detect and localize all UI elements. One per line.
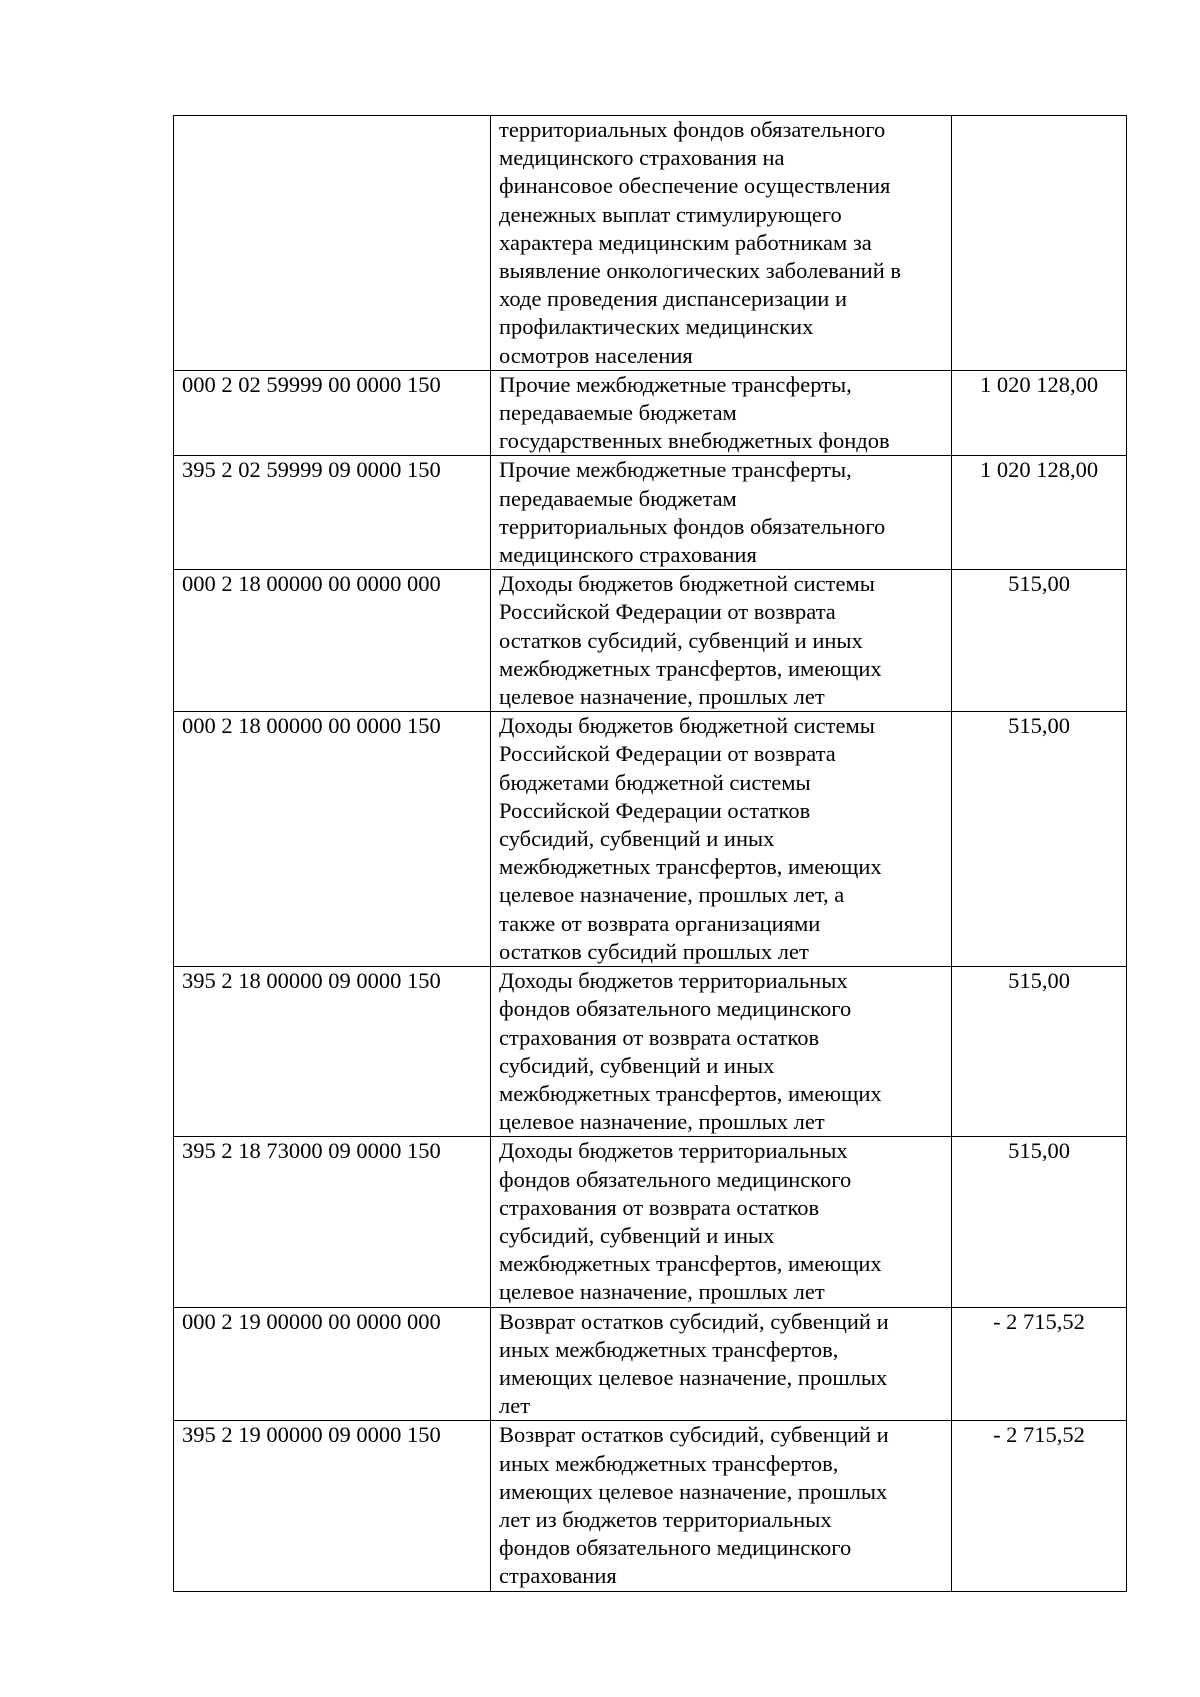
table-row (174, 1307, 1127, 1421)
revenue-name-line: выявление онкологических заболеваний в (499, 258, 901, 284)
amount-cell: - 2 715,52 (952, 1421, 1127, 1591)
budget-code-cell: 395 2 18 00000 09 0000 150 (174, 967, 491, 1137)
revenue-name-line: фондов обязательного медицинского (499, 996, 852, 1022)
revenue-name-line: бюджетами бюджетной системы (499, 769, 811, 795)
revenue-name-line: передаваемые бюджетам (499, 400, 737, 426)
revenue-name-line: Возврат остатков субсидий, субвенций и (499, 1422, 889, 1448)
revenue-name-line: Возврат остатков субсидий, субвенций и (499, 1308, 889, 1334)
table-row (174, 1137, 1127, 1307)
table-row (174, 116, 1127, 371)
amount-cell: - 2 715,52 (952, 1307, 1127, 1421)
revenue-name-cell (491, 1307, 952, 1421)
revenue-name-line: межбюджетных трансфертов, имеющих (499, 655, 882, 681)
revenue-name-line: медицинского страхования (499, 542, 757, 568)
revenue-name-line: Доходы бюджетов бюджетной системы (499, 571, 875, 597)
revenue-name-line: передаваемые бюджетам (499, 485, 737, 511)
revenue-name-line: страхования от возврата остатков (499, 1194, 820, 1220)
budget-code-cell: 395 2 02 59999 09 0000 150 (174, 456, 491, 570)
revenue-name-line: страхования от возврата остатков (499, 1024, 820, 1050)
revenue-name-line: имеющих целевое назначение, прошлых (499, 1478, 888, 1504)
amount-cell (952, 116, 1127, 371)
revenue-name-line: Доходы бюджетов бюджетной системы (499, 713, 875, 739)
revenue-name-line: субсидий, субвенций и иных (499, 826, 775, 852)
revenue-name-line: также от возврата организациями (499, 910, 821, 936)
budget-code-cell: 000 2 18 00000 00 0000 150 (174, 712, 491, 967)
revenue-name-cell (491, 570, 952, 712)
budget-code-cell: 000 2 19 00000 00 0000 000 (174, 1307, 491, 1421)
revenue-name-line: иных межбюджетных трансфертов, (499, 1336, 839, 1362)
revenue-name-line: субсидий, субвенций и иных (499, 1052, 775, 1078)
revenue-name-cell (491, 1421, 952, 1591)
revenue-name-line: целевое назначение, прошлых лет (499, 1109, 825, 1135)
amount-cell: 1 020 128,00 (952, 370, 1127, 456)
revenue-name-line: иных межбюджетных трансфертов, (499, 1450, 839, 1476)
revenue-name-line: межбюджетных трансфертов, имеющих (499, 1080, 882, 1106)
revenue-name-line: ходе проведения диспансеризации и (499, 286, 848, 312)
revenue-name-cell (491, 370, 952, 456)
revenue-name-line: лет из бюджетов территориальных (499, 1506, 832, 1532)
revenue-name-line: межбюджетных трансфертов, имеющих (499, 1251, 882, 1277)
table-row (174, 712, 1127, 967)
budget-revenue-table (173, 115, 1127, 1592)
revenue-name-line: лет (499, 1393, 531, 1419)
table-row (174, 456, 1127, 570)
revenue-name-line: Доходы бюджетов территориальных (499, 1138, 848, 1164)
revenue-name-cell (491, 456, 952, 570)
budget-code-cell: 000 2 18 00000 00 0000 000 (174, 570, 491, 712)
revenue-name-line: Российской Федерации от возврата (499, 741, 836, 767)
revenue-name-line: остатков субсидий, субвенций и иных (499, 627, 863, 653)
amount-cell: 515,00 (952, 570, 1127, 712)
revenue-name-line: финансовое обеспечение осуществления (499, 173, 891, 199)
amount-cell: 1 020 128,00 (952, 456, 1127, 570)
amount-cell: 515,00 (952, 712, 1127, 967)
revenue-name-line: денежных выплат стимулирующего (499, 201, 842, 227)
revenue-name-line: медицинского страхования на (499, 145, 785, 171)
revenue-name-cell (491, 116, 952, 371)
table-row (174, 370, 1127, 456)
budget-code-cell (174, 116, 491, 371)
revenue-name-line: целевое назначение, прошлых лет (499, 1279, 825, 1305)
table-row (174, 1421, 1127, 1591)
table-body (174, 116, 1127, 1592)
revenue-name-line: Российской Федерации от возврата (499, 599, 836, 625)
budget-code-cell: 395 2 19 00000 09 0000 150 (174, 1421, 491, 1591)
revenue-name-line: фондов обязательного медицинского (499, 1166, 852, 1192)
revenue-name-line: фондов обязательного медицинского (499, 1535, 852, 1561)
amount-cell: 515,00 (952, 967, 1127, 1137)
revenue-name-line: государственных внебюджетных фондов (499, 428, 890, 454)
revenue-name-cell (491, 1137, 952, 1307)
revenue-name-line: территориальных фондов обязательного (499, 513, 886, 539)
revenue-name-cell (491, 967, 952, 1137)
revenue-name-line: территориальных фондов обязательного (499, 117, 886, 142)
revenue-name-line: характера медицинским работникам за (499, 229, 872, 255)
revenue-name-line: Прочие межбюджетные трансферты, (499, 457, 852, 483)
revenue-name-line: Доходы бюджетов территориальных (499, 968, 848, 994)
revenue-name-line: Прочие межбюджетные трансферты, (499, 371, 852, 397)
revenue-name-line: субсидий, субвенций и иных (499, 1222, 775, 1248)
revenue-name-line: имеющих целевое назначение, прошлых (499, 1364, 888, 1390)
revenue-name-line: Российской Федерации остатков (499, 797, 811, 823)
amount-cell: 515,00 (952, 1137, 1127, 1307)
table-row (174, 967, 1127, 1137)
revenue-name-line: осмотров населения (499, 342, 693, 368)
revenue-name-line: целевое назначение, прошлых лет, а (499, 882, 845, 908)
revenue-name-cell (491, 712, 952, 967)
revenue-name-line: страхования (499, 1563, 617, 1589)
revenue-name-line: остатков субсидий прошлых лет (499, 938, 809, 964)
budget-code-cell: 000 2 02 59999 00 0000 150 (174, 370, 491, 456)
revenue-name-line: межбюджетных трансфертов, имеющих (499, 854, 882, 880)
revenue-name-line: целевое назначение, прошлых лет (499, 684, 825, 710)
table-row (174, 570, 1127, 712)
budget-code-cell: 395 2 18 73000 09 0000 150 (174, 1137, 491, 1307)
revenue-name-line: профилактических медицинских (499, 314, 814, 340)
